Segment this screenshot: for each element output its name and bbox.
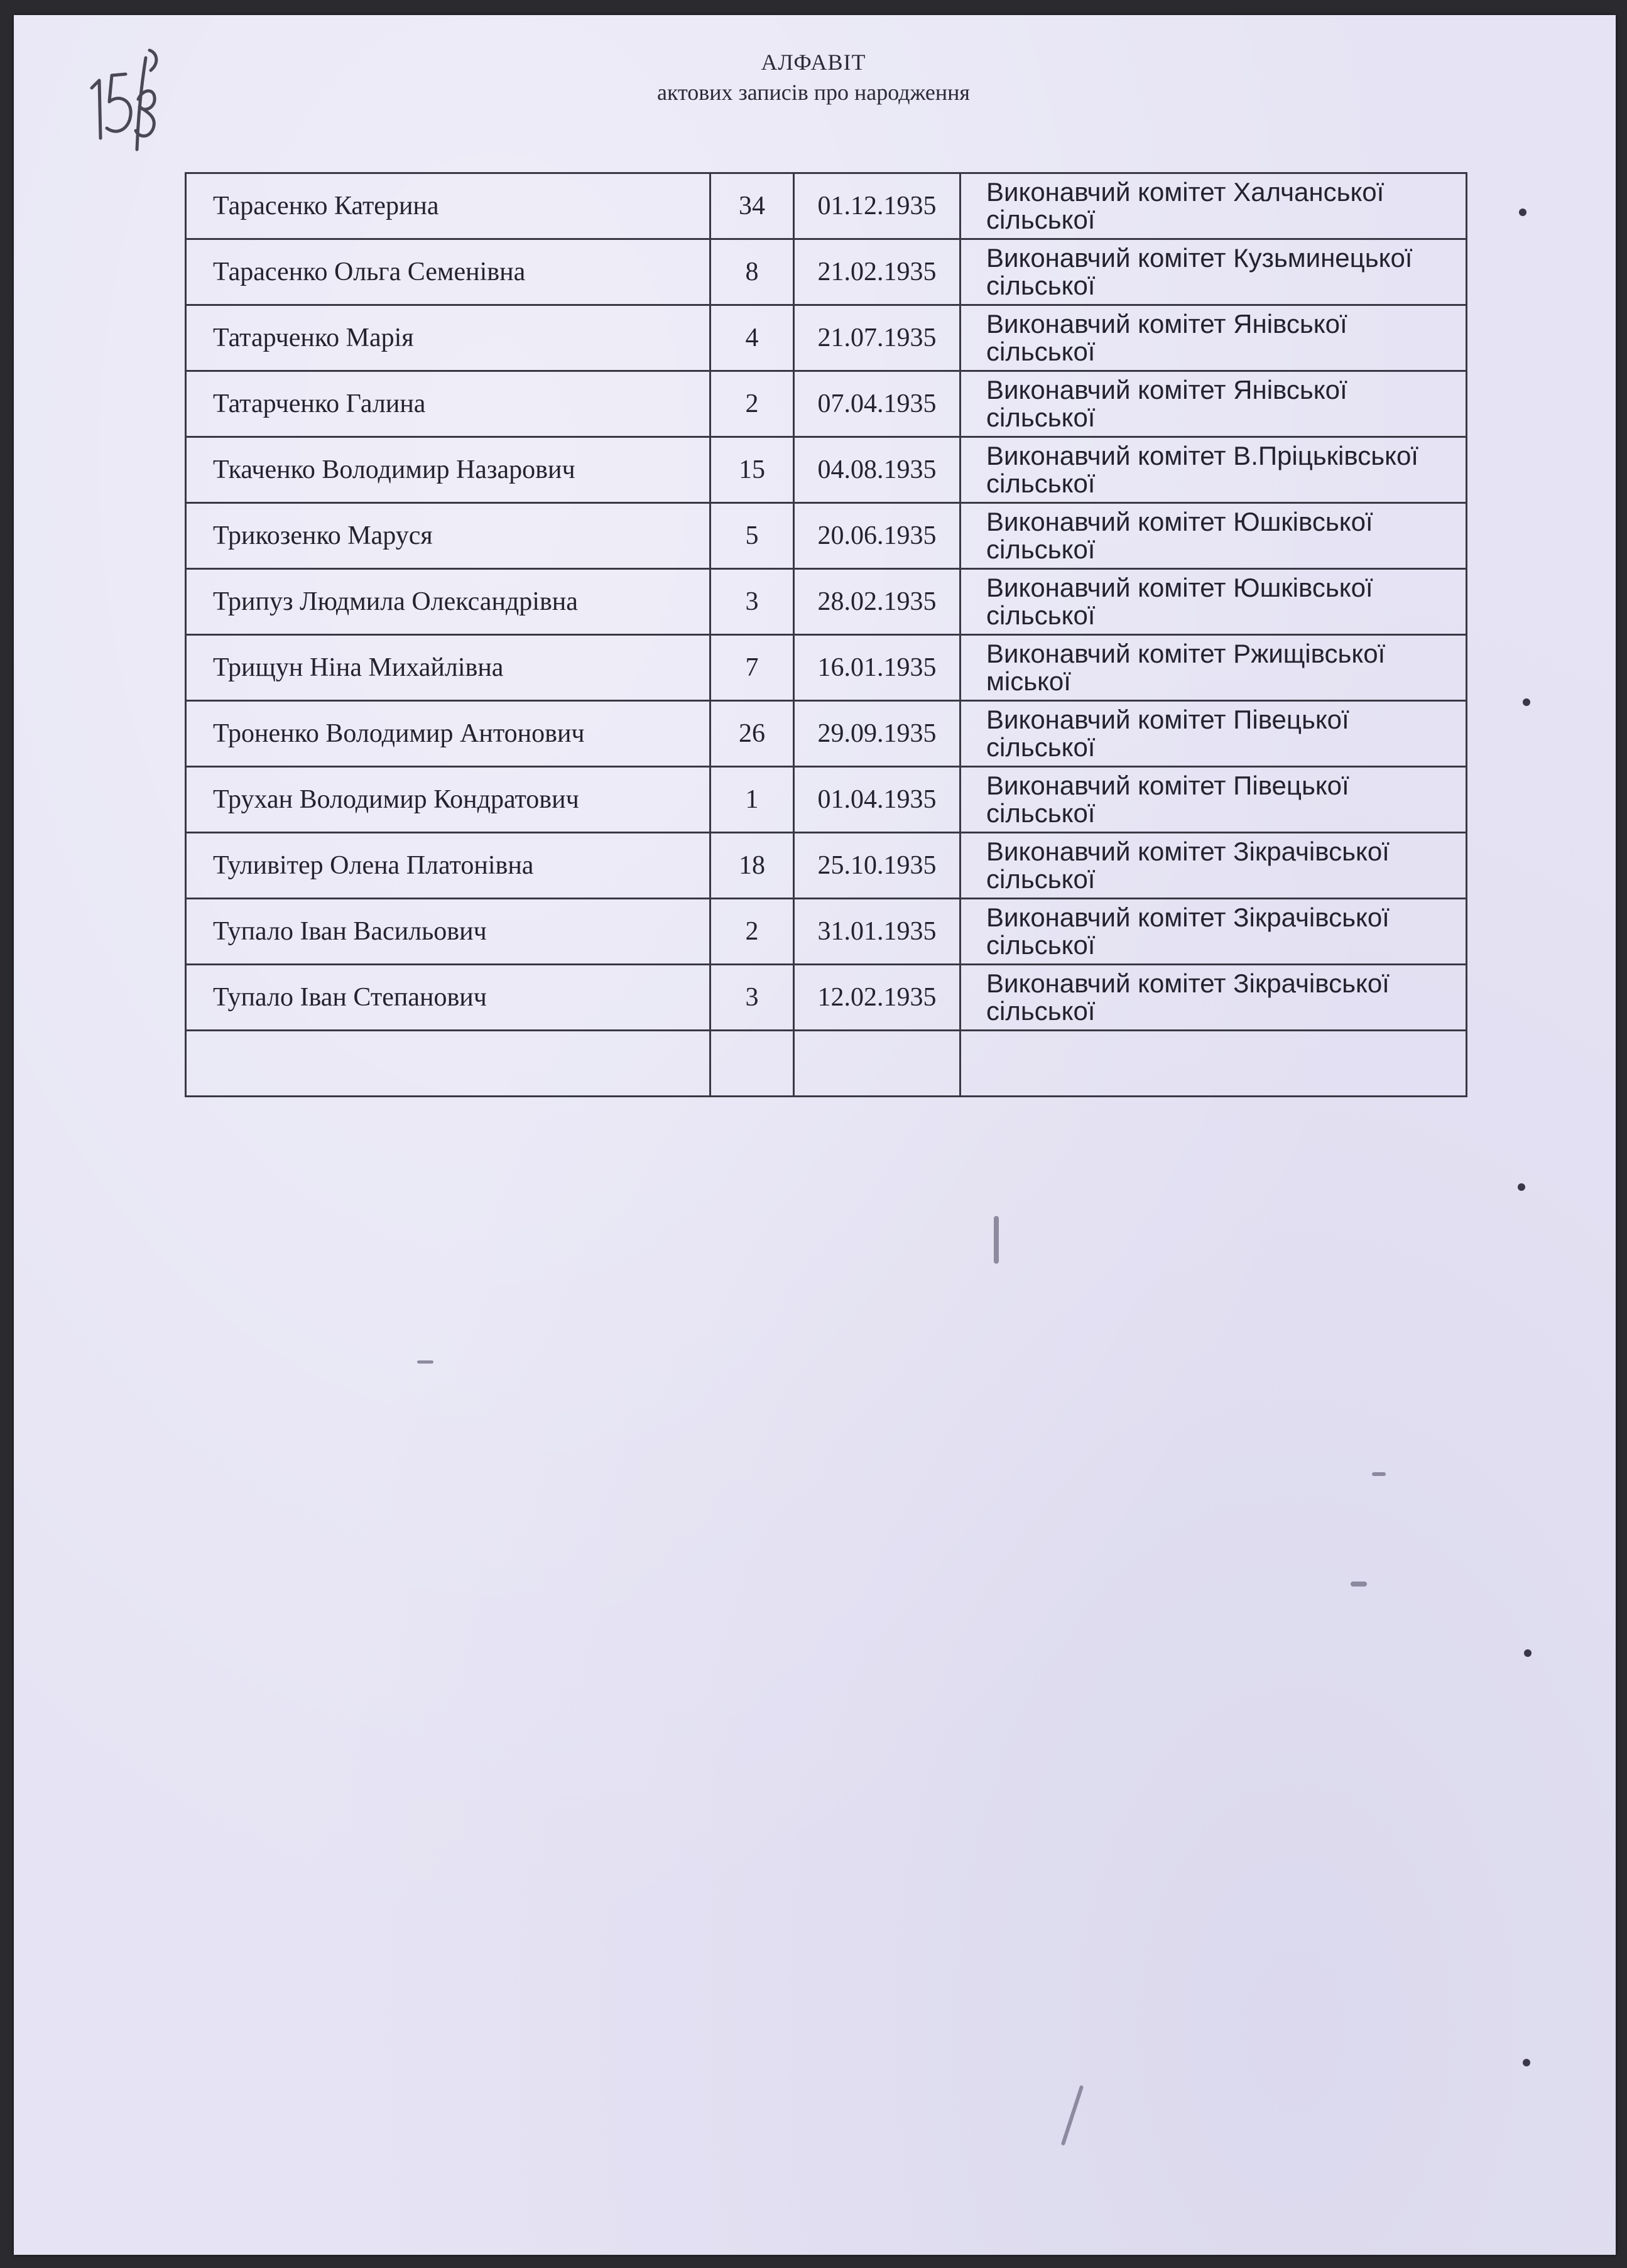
record-date-cell xyxy=(794,1031,960,1097)
record-date-cell: 21.07.1935 xyxy=(794,305,960,371)
record-office-cell: Виконавчий комітет Юшківської сільської xyxy=(960,569,1467,635)
record-office-cell: Виконавчий комітет Юшківської сільської xyxy=(960,503,1467,569)
record-office-cell: Виконавчий комітет Халчанської сільської xyxy=(960,173,1467,239)
record-name-cell: Тупало Іван Степанович xyxy=(186,965,710,1031)
record-name-cell: Тарасенко Катерина xyxy=(186,173,710,239)
document-title: АЛФАВІТ xyxy=(761,50,866,75)
table-row xyxy=(186,833,1467,899)
record-date-cell: 21.02.1935 xyxy=(794,239,960,305)
record-number-cell: 4 xyxy=(710,305,794,371)
table-row xyxy=(186,965,1467,1031)
record-number-cell: 15 xyxy=(710,437,794,503)
record-name-cell xyxy=(186,1031,710,1097)
record-date-cell: 20.06.1935 xyxy=(794,503,960,569)
record-office-cell: Виконавчий комітет Кузьминецької сільської xyxy=(960,239,1467,305)
record-date-cell: 12.02.1935 xyxy=(794,965,960,1031)
punch-hole-mark xyxy=(1523,698,1530,706)
record-number-cell: 1 xyxy=(710,767,794,833)
record-name-cell: Троненко Володимир Антонович xyxy=(186,701,710,767)
table-row xyxy=(186,239,1467,305)
record-number-cell: 34 xyxy=(710,173,794,239)
table-row xyxy=(186,701,1467,767)
record-name-cell: Тупало Іван Васильович xyxy=(186,899,710,965)
record-office-cell: Виконавчий комітет Зікрачівської сільської xyxy=(960,833,1467,899)
table-row xyxy=(186,371,1467,437)
record-number-cell: 7 xyxy=(710,635,794,701)
scan-speck xyxy=(1351,1582,1367,1587)
record-number-cell: 3 xyxy=(710,965,794,1031)
punch-hole-mark xyxy=(1518,1183,1525,1191)
record-office-cell: Виконавчий комітет Янівської сільської xyxy=(960,305,1467,371)
table-row xyxy=(186,305,1467,371)
record-name-cell: Татарченко Марія xyxy=(186,305,710,371)
record-date-cell: 07.04.1935 xyxy=(794,371,960,437)
table-row xyxy=(186,437,1467,503)
table-row xyxy=(186,569,1467,635)
table-row xyxy=(186,503,1467,569)
record-office-cell: Виконавчий комітет Півецької сільської xyxy=(960,701,1467,767)
table-row xyxy=(186,635,1467,701)
record-date-cell: 16.01.1935 xyxy=(794,635,960,701)
record-office-cell: Виконавчий комітет Ржищівської міської xyxy=(960,635,1467,701)
table-row xyxy=(186,1031,1467,1097)
record-office-cell: Виконавчий комітет Зікрачівської сільської xyxy=(960,899,1467,965)
record-office-cell: Виконавчий комітет Півецької сільської xyxy=(960,767,1467,833)
record-name-cell: Ткаченко Володимир Назарович xyxy=(186,437,710,503)
record-office-cell xyxy=(960,1031,1467,1097)
record-office-cell: Виконавчий комітет Зікрачівської сільської xyxy=(960,965,1467,1031)
scan-speck xyxy=(994,1216,999,1264)
scan-speck xyxy=(1372,1472,1386,1476)
record-date-cell: 29.09.1935 xyxy=(794,701,960,767)
punch-hole-mark xyxy=(1524,1649,1532,1657)
scan-speck xyxy=(417,1360,433,1364)
record-number-cell: 2 xyxy=(710,371,794,437)
record-number-cell: 2 xyxy=(710,899,794,965)
record-number-cell: 3 xyxy=(710,569,794,635)
birth-records-table xyxy=(185,172,1467,1097)
record-office-cell: Виконавчий комітет В.Пріцьківської сільської xyxy=(960,437,1467,503)
record-name-cell: Трухан Володимир Кондратович xyxy=(186,767,710,833)
punch-hole-mark xyxy=(1519,209,1526,216)
record-name-cell: Трикозенко Маруся xyxy=(186,503,710,569)
document-subtitle: актових записів про народження xyxy=(656,80,970,105)
record-name-cell: Татарченко Галина xyxy=(186,371,710,437)
record-office-cell: Виконавчий комітет Янівської сільської xyxy=(960,371,1467,437)
punch-hole-mark xyxy=(1523,2059,1530,2066)
record-date-cell: 31.01.1935 xyxy=(794,899,960,965)
record-name-cell: Тарасенко Ольга Семенівна xyxy=(186,239,710,305)
record-date-cell: 04.08.1935 xyxy=(794,437,960,503)
table-row xyxy=(186,899,1467,965)
record-number-cell: 26 xyxy=(710,701,794,767)
record-date-cell: 01.04.1935 xyxy=(794,767,960,833)
records-table-body xyxy=(186,173,1467,1097)
record-name-cell: Трипуз Людмила Олександрівна xyxy=(186,569,710,635)
record-number-cell: 18 xyxy=(710,833,794,899)
record-date-cell: 01.12.1935 xyxy=(794,173,960,239)
record-number-cell: 8 xyxy=(710,239,794,305)
record-number-cell xyxy=(710,1031,794,1097)
table-row xyxy=(186,767,1467,833)
record-date-cell: 25.10.1935 xyxy=(794,833,960,899)
record-name-cell: Туливітер Олена Платонівна xyxy=(186,833,710,899)
record-date-cell: 28.02.1935 xyxy=(794,569,960,635)
record-number-cell: 5 xyxy=(710,503,794,569)
table-row xyxy=(186,173,1467,239)
record-name-cell: Трищун Ніна Михайлівна xyxy=(186,635,710,701)
